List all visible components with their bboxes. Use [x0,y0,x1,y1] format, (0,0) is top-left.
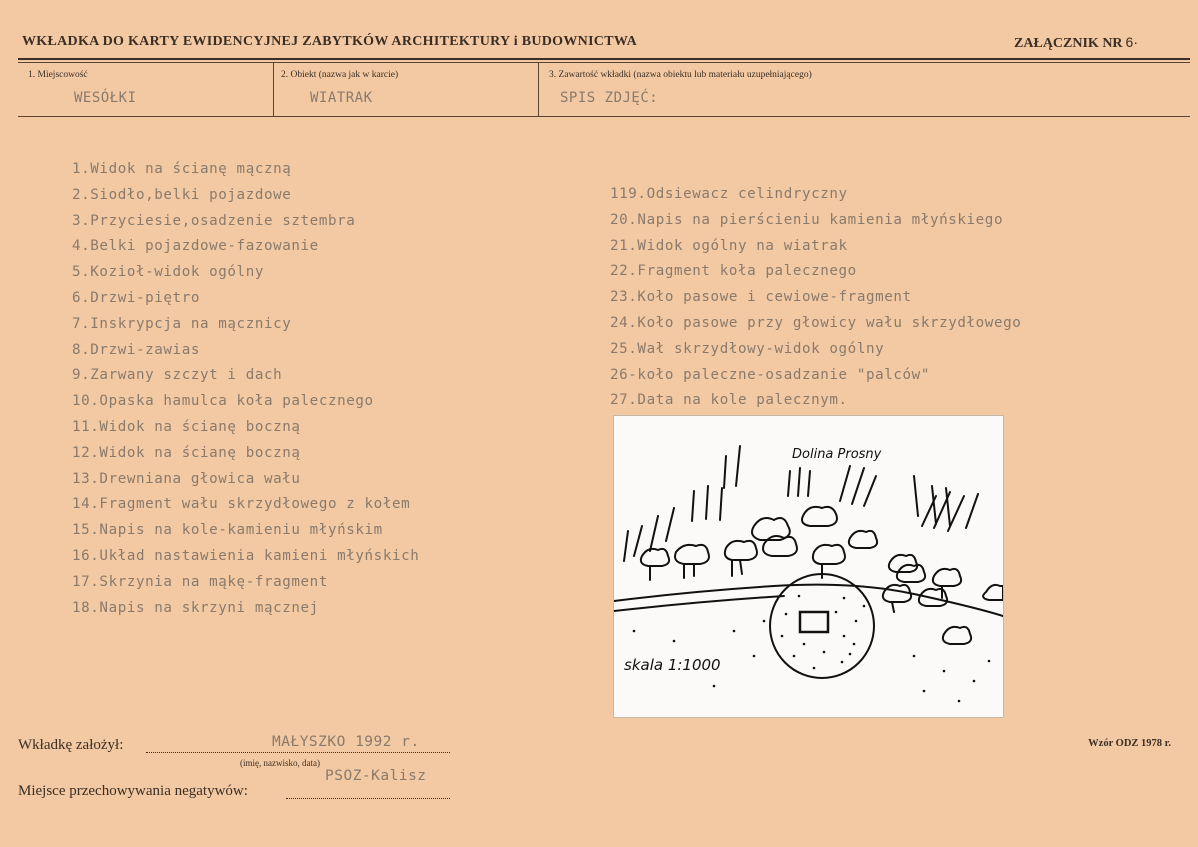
template-text: Wzór ODZ 1978 r. [1088,738,1171,749]
created-by-label: Wkładkę założył: [18,737,124,753]
locality-value: WESÓŁKI [74,90,137,106]
content-label: 3. Zawartość wkładki (nazwa obiektu lub materiału uzupełniającego) [549,70,812,80]
site-sketch [613,415,1004,718]
created-by-value: MAŁYSZKO 1992 r. [272,734,420,750]
photo-list-item: 9.Zarwany szczyt i dach [72,367,283,384]
sketch-caption-top: Dolina Prosny [792,447,882,462]
photo-list-item: 20.Napis na pierścieniu kamienia młyńskiego [610,211,1004,228]
annex-number: 6· [1125,34,1138,50]
content-value: SPIS ZDJĘĆ: [560,90,659,106]
photo-list-item: 25.Wał skrzydłowy-widok ogólny [610,340,885,357]
photo-list-item: 23.Koło pasowe i cewiowe-fragment [610,289,912,306]
photo-list-item: 1.Widok na ścianę mączną [72,161,292,177]
photo-list-item: 27.Data na kole palecznym. [610,392,848,409]
photo-list-item: 8.Drzwi-zawias [72,341,200,358]
field-divider [273,62,274,116]
photo-list-item: 6.Drzwi-piętro [72,289,200,306]
photo-list-item: 24.Koło pasowe przy głowicy wału skrzydłowego [610,314,1022,331]
photo-list-item: 26-koło paleczne-osadzanie "palców" [610,366,930,383]
photo-list-item: 5.Kozioł-widok ogólny [72,264,264,281]
photo-list-item: 4.Belki pojazdowe-fazowanie [72,238,319,255]
site-sketch-drawing [614,416,1003,717]
photo-list-left [72,157,419,621]
photo-list-item: 17.Skrzynia na mąkę-fragment [72,573,328,590]
photo-list-item: 7.Inskrypcja na mącznicy [72,315,292,332]
fields-rule [18,116,1190,117]
storage-line [286,798,450,799]
header-rule-thin [18,62,1190,63]
created-by-line [146,752,450,753]
storage-value: PSOZ-Kalisz [325,768,427,784]
locality-label: 1. Miejscowość [28,70,88,80]
photo-list-item: 119.Odsiewacz celindryczny [610,186,848,202]
annex-label [1014,34,1138,52]
photo-list-item: 13.Drewniana głowica wału [72,470,301,487]
photo-list-item: 22.Fragment koła palecznego [610,263,857,280]
form-title: WKŁADKA DO KARTY EWIDENCYJNEJ ZABYTKÓW ARCHITEKTURY i BUDOWNICTWA [22,34,638,49]
photo-list-item: 11.Widok na ścianę boczną [72,418,301,435]
photo-list-item: 16.Układ nastawienia kamieni młyńskich [72,547,420,564]
storage-label: Miejsce przechowywania negatywów: [18,783,248,799]
photo-list-item: 10.Opaska hamulca koła palecznego [72,393,374,410]
object-value: WIATRAK [310,90,373,106]
object-label: 2. Obiekt (nazwa jak w karcie) [281,70,399,80]
photo-list-item: 18.Napis na skrzyni mącznej [72,599,319,616]
annex-label-text: ZAŁĄCZNIK NR [1014,36,1123,51]
photo-list-item: 21.Widok ogólny na wiatrak [610,237,848,254]
photo-list-item: 14.Fragment wału skrzydłowego z kołem [72,496,411,513]
photo-list-item: 3.Przyciesie,osadzenie sztembra [72,212,356,229]
header-rule [18,58,1190,60]
photo-list-item: 2.Siodło,belki pojazdowe [72,186,292,203]
sketch-scale: skala 1:1000 [624,656,721,674]
photo-list-right [610,182,1021,414]
photo-list-item: 12.Widok na ścianę boczną [72,444,301,461]
created-by-caption: (imię, nazwisko, data) [240,758,320,768]
photo-list-item: 15.Napis na kole-kamieniu młyńskim [72,522,383,539]
field-divider [538,62,539,116]
template-label [1088,738,1171,749]
